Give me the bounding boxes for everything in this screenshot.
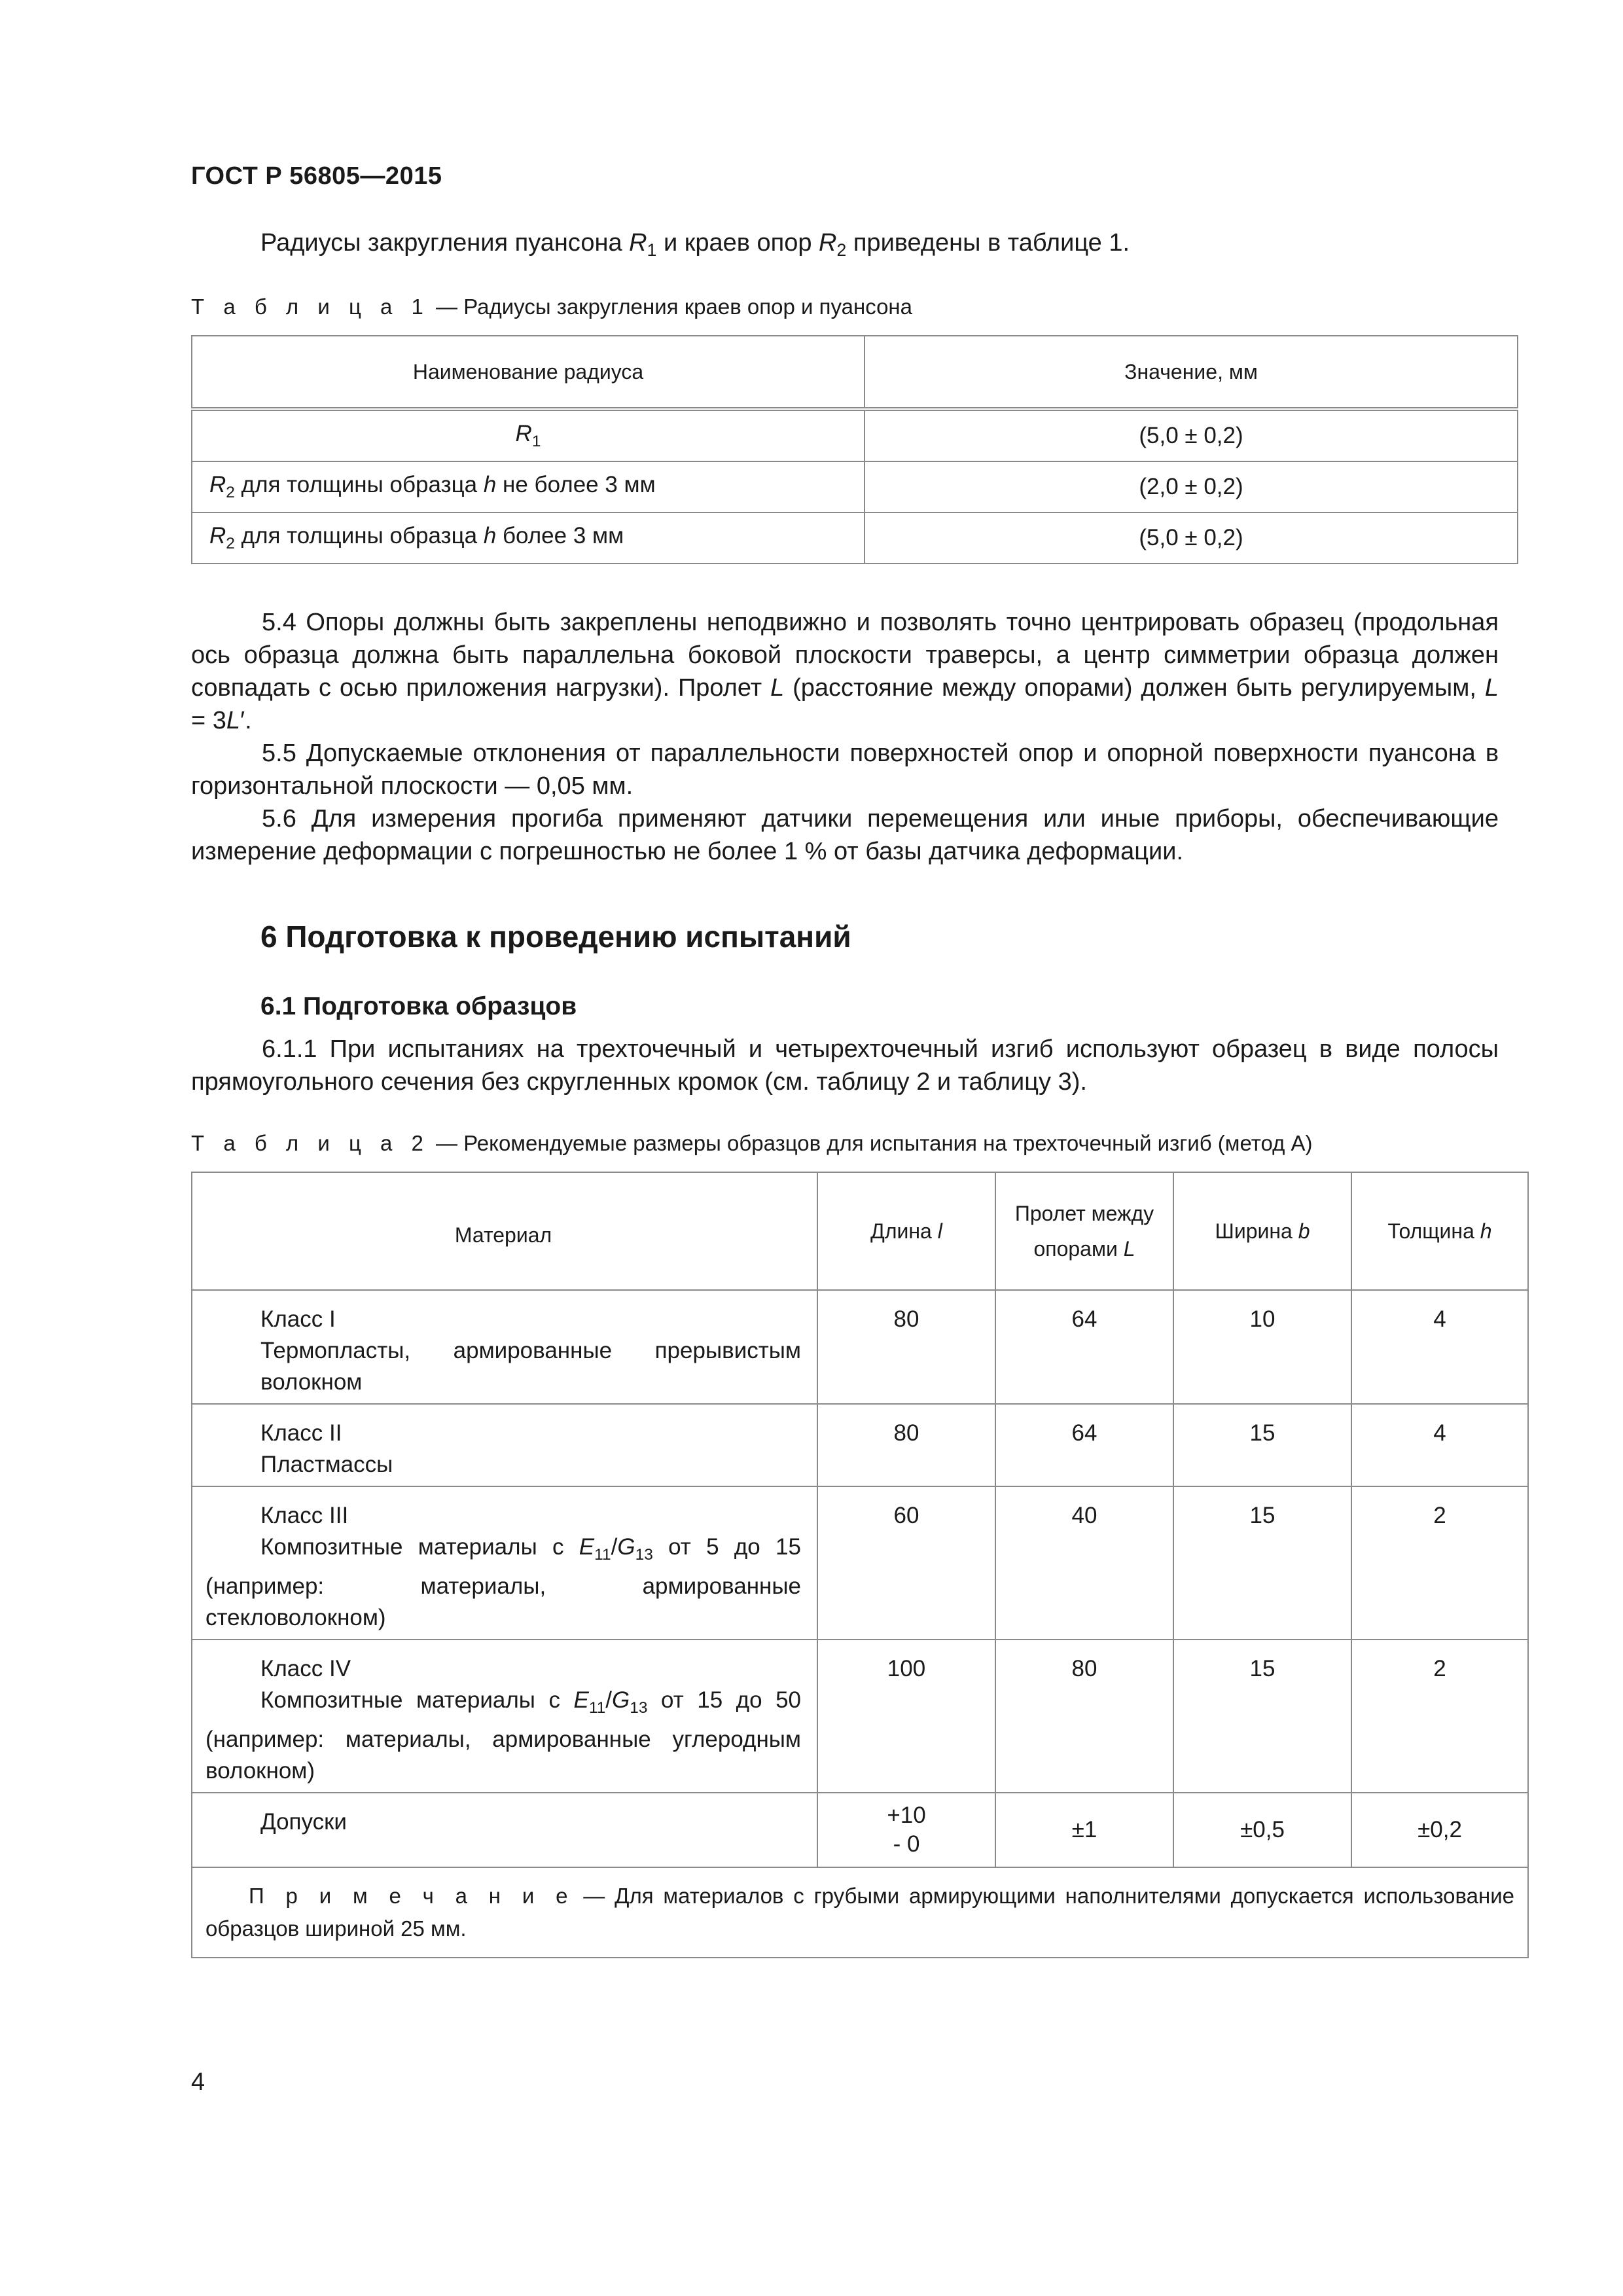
table2-caption-text: — Рекомендуемые размеры образцов для испытания на трехточечный изгиб (метод А)	[429, 1131, 1313, 1155]
width-value: 15	[1173, 1640, 1351, 1793]
length-value: 100	[817, 1640, 995, 1793]
material-class: Класс I	[260, 1306, 336, 1332]
table1-radius-name: $R_2$ для толщины образца h не более 3 мм	[192, 461, 865, 512]
section-6-1-title: 6.1 Подготовка образцов	[260, 992, 577, 1020]
width-value: 10	[1173, 1290, 1351, 1404]
table1-caption-text: — Радиусы закругления краев опор и пуансона	[429, 295, 912, 319]
material-desc: Термопласты, армированные прерывистым волокном	[260, 1338, 801, 1395]
table1-radius-value: (5,0 ± 0,2)	[865, 512, 1518, 564]
table-row	[192, 1486, 1528, 1640]
material-class: Класс III	[260, 1503, 349, 1528]
table2-caption	[191, 1131, 1313, 1156]
tolerance-length-minus: - 0	[893, 1831, 920, 1857]
table2-note-row	[192, 1867, 1528, 1958]
thickness-value: 2	[1351, 1640, 1528, 1793]
table1-radius-name: $R_1$	[192, 409, 865, 461]
table-row	[192, 1404, 1528, 1486]
clause-5-5: 5.5 Допускаемые отклонения от параллельности поверхностей опор и опорной поверхности пуансона в горизонтальной плоскости — 0,05 мм.	[191, 740, 1499, 800]
table1-header-name: Наименование радиуса	[192, 336, 865, 409]
table2-note	[192, 1867, 1528, 1958]
span-value: 64	[995, 1290, 1173, 1404]
table2-header-material: Материал	[192, 1172, 817, 1290]
table1-radius-name: $R_2$ для толщины образца h более 3 мм	[192, 512, 865, 564]
table1	[191, 335, 1518, 564]
material-class: Класс IV	[260, 1656, 351, 1681]
clauses-5	[191, 606, 1499, 868]
tolerance-row	[192, 1793, 1528, 1867]
thickness-value: 4	[1351, 1290, 1528, 1404]
clause-5-4: 5.4 Опоры должны быть закреплены неподвижно и позволять точно центрировать образец (продольная ось образца должна быть параллельна боковой плоскости траверсы, а центр симметрии образца должен совпадать с осью приложения нагрузки). Пролет L (расстояние между опорами) должен быть регулируемым, L = 3L′.	[191, 609, 1499, 734]
table-row	[192, 512, 1518, 564]
tolerance-thickness: ±0,2	[1351, 1793, 1528, 1867]
tolerance-width: ±0,5	[1173, 1793, 1351, 1867]
material-cell	[192, 1404, 817, 1486]
table1-radius-value: (2,0 ± 0,2)	[865, 461, 1518, 512]
table1-caption-prefix: Т а б л и ц а 1	[191, 295, 430, 319]
length-value: 60	[817, 1486, 995, 1640]
table2-note-text: — Для материалов с грубыми армирующими наполнителями допускается использование образцов шириной 25 мм.	[205, 1884, 1514, 1941]
table-row	[192, 1290, 1528, 1404]
span-value: 80	[995, 1640, 1173, 1793]
material-desc: Композитные материалы с $E_{11}/G_{13}$ от 15 до 50 (например: материалы, армированные углеродным волокном)	[205, 1687, 801, 1784]
table2-caption-prefix: Т а б л и ц а 2	[191, 1131, 430, 1155]
material-cell	[192, 1640, 817, 1793]
width-value: 15	[1173, 1486, 1351, 1640]
material-desc: Композитные материалы с $E_{11}/G_{13}$ от 5 до 15 (например: материалы, армированные стекловолокном)	[205, 1534, 801, 1630]
table1-caption	[191, 295, 912, 319]
length-value: 80	[817, 1290, 995, 1404]
width-value: 15	[1173, 1404, 1351, 1486]
table1-header-value: Значение, мм	[865, 336, 1518, 409]
intro-text: Радиусы закругления пуансона $R_1$ и краев опор $R_2$ приведены в таблице 1.	[260, 229, 1130, 260]
tolerance-label-cell	[192, 1793, 817, 1867]
table-row	[192, 1640, 1528, 1793]
table2-header-width: Ширина b	[1173, 1172, 1351, 1290]
section-6-title: 6 Подготовка к проведению испытаний	[260, 920, 851, 954]
thickness-value: 2	[1351, 1486, 1528, 1640]
page-number: 4	[191, 2068, 205, 2096]
material-desc: Пластмассы	[260, 1452, 393, 1477]
material-class: Класс II	[260, 1420, 342, 1446]
thickness-value: 4	[1351, 1404, 1528, 1486]
tolerance-length	[817, 1793, 995, 1867]
clause-6-1-1: 6.1.1 При испытаниях на трехточечный и четырехточечный изгиб используют образец в виде полосы прямоугольного сечения без скругленных кромок (см. таблицу 2 и таблицу 3).	[191, 1035, 1499, 1096]
material-cell	[192, 1290, 817, 1404]
tolerance-span: ±1	[995, 1793, 1173, 1867]
clause-5-6: 5.6 Для измерения прогиба применяют датчики перемещения или иные приборы, обеспечивающие измерение деформации с погрешностью не более 1 % от базы датчика деформации.	[191, 805, 1499, 865]
length-value: 80	[817, 1404, 995, 1486]
table2	[191, 1172, 1529, 1958]
table-row	[192, 409, 1518, 461]
table2-header-thickness: Толщина h	[1351, 1172, 1528, 1290]
span-value: 64	[995, 1404, 1173, 1486]
tolerance-length-plus: +10	[887, 1803, 926, 1828]
table2-note-prefix: П р и м е ч а н и е	[249, 1884, 574, 1908]
table2-header-span: Пролет между опорами L	[995, 1172, 1173, 1290]
tolerance-label: Допуски	[260, 1809, 347, 1835]
standard-header: ГОСТ Р 56805—2015	[191, 162, 442, 190]
table-row	[192, 461, 1518, 512]
table2-header-length: Длина l	[817, 1172, 995, 1290]
span-value: 40	[995, 1486, 1173, 1640]
material-cell	[192, 1486, 817, 1640]
table1-radius-value: (5,0 ± 0,2)	[865, 409, 1518, 461]
